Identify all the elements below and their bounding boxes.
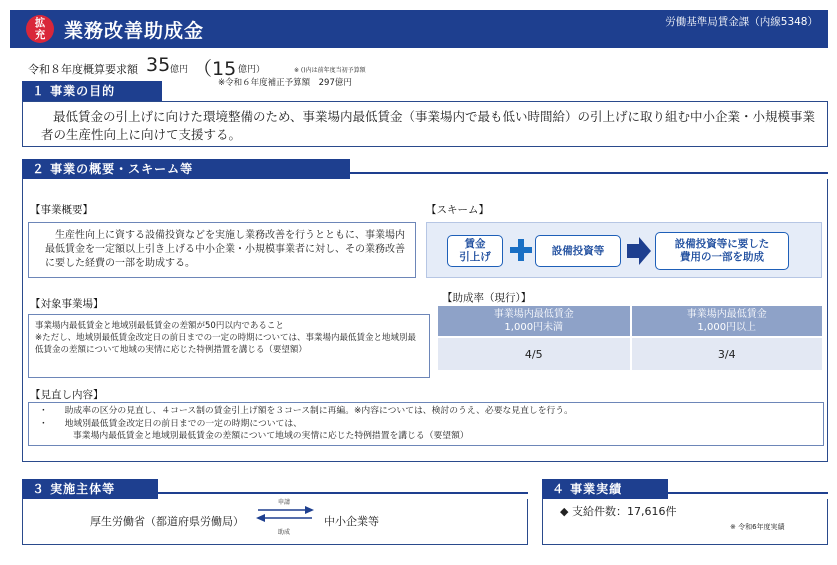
- budget-unit: 億円: [170, 65, 189, 75]
- rate-value-below-1000: 4/5: [438, 337, 631, 370]
- section3-heading: ３ 実施主体等: [22, 479, 158, 499]
- overview-label: 【事業概要】: [30, 204, 93, 216]
- rate-value-above-1000: 3/4: [631, 337, 824, 370]
- result-note: ※ 令和6年度実績: [730, 523, 785, 531]
- overview-box: [28, 222, 416, 278]
- flow-subsidy-label: 助成: [278, 529, 291, 536]
- review-label: 【見直し内容】: [30, 389, 104, 401]
- review-item-2-text: 地域別最低賃金改定日の前日までの一定の時期については、: [64, 418, 302, 429]
- budget-label: 令和８年度概算要求額: [28, 63, 138, 76]
- rate-header-below-1000: 事業場内最低賃金 1,000円未満: [438, 306, 631, 337]
- bullet: ・: [39, 418, 48, 429]
- department-label: 労働基準局賃金課（内線5348）: [665, 16, 818, 28]
- scheme-step-investment: 設備投資等: [535, 235, 621, 267]
- badge-char-1: 拡: [34, 17, 46, 29]
- supplementary-budget: ※令和６年度補正予算額 297億円: [218, 78, 352, 88]
- section1-box: [22, 101, 828, 147]
- rate-header-above-1000: 事業場内最低賃金 1,000円以上: [631, 306, 824, 337]
- review-item-1: [39, 405, 817, 418]
- target-text-main: 事業場内最低賃金と地域別最低賃金の差額が50円以内であること: [35, 321, 284, 331]
- section2-heading: ２ 事業の概要・スキーム等: [22, 159, 350, 179]
- page-title: 業務改善助成金: [64, 20, 205, 42]
- badge-char-2: 充: [34, 29, 46, 41]
- arrow-right-icon: [627, 237, 651, 265]
- purpose-text: 最低賃金の引上げに向けた環境整備のため、事業場内最低賃金（事業場内で最も低い時間給）の引上げに取り組む中小企業・小規模事業者の生産性向上に向けて支援する。: [41, 109, 816, 142]
- plus-icon: [510, 239, 532, 261]
- review-item-1-text: 助成率の区分の見直し、４コース制の賃金引上げ額を３コース制に再編。※内容については、検討のうえ、必要な見直しを行う。: [64, 406, 573, 416]
- target-text-note: ※ただし、地域別最低賃金改定日の前日までの一定の時期については、事業場内最低賃金と地域別最低賃金の差額について地域の実情に応じた特例措置を講じる（要望額）: [35, 333, 416, 355]
- flow-apply-label: 申請: [278, 499, 291, 506]
- review-item-2-cont: 事業場内最低賃金と地域別最低賃金の差額について地域の実情に応じた特例措置を講じる（要望額）: [73, 431, 469, 441]
- budget-paren-unit: 億円）: [238, 65, 266, 75]
- grant-count: ◆ 支給件数：17,616件: [560, 505, 677, 518]
- scheme-panel: [426, 222, 822, 278]
- section3-rule: [148, 492, 528, 494]
- left-party: 厚生労働省（都道府県労働局）: [90, 515, 244, 528]
- review-item-2: [39, 418, 817, 431]
- expansion-badge: [26, 15, 54, 43]
- overview-text: 生産性向上に資する設備投資などを実施し業務改善を行うとともに、事業場内最低賃金を一定額以上引き上げる中小企業・小規模事業者に対し、その業務改善に要した経費の一部を助成する。: [45, 230, 405, 269]
- target-box: [28, 314, 430, 378]
- scheme-step-subsidy: 設備投資等に要した 費用の一部を助成: [655, 232, 789, 270]
- review-box: [28, 402, 824, 446]
- section2-rule: [340, 172, 828, 174]
- section4-heading: ４ 事業実績: [542, 479, 668, 499]
- rate-table: [438, 306, 824, 370]
- exchange-arrows-icon: [256, 506, 314, 522]
- rate-label: 【助成率（現行）】: [442, 292, 532, 304]
- scheme-label: 【スキーム】: [426, 204, 489, 216]
- right-party: 中小企業等: [324, 515, 379, 528]
- header-bar: [10, 10, 828, 48]
- bullet: ・: [39, 406, 48, 416]
- target-label: 【対象事業場】: [30, 298, 104, 310]
- budget-paren-note: ※ ()内は前年度当初予算額: [294, 67, 366, 74]
- section4-rule: [658, 492, 828, 494]
- section1-heading: １ 事業の目的: [22, 81, 162, 101]
- budget-amount: 35: [146, 54, 171, 76]
- budget-paren-amount: （15: [193, 58, 237, 80]
- scheme-step-wage-raise: 賃金 引上げ: [447, 235, 503, 267]
